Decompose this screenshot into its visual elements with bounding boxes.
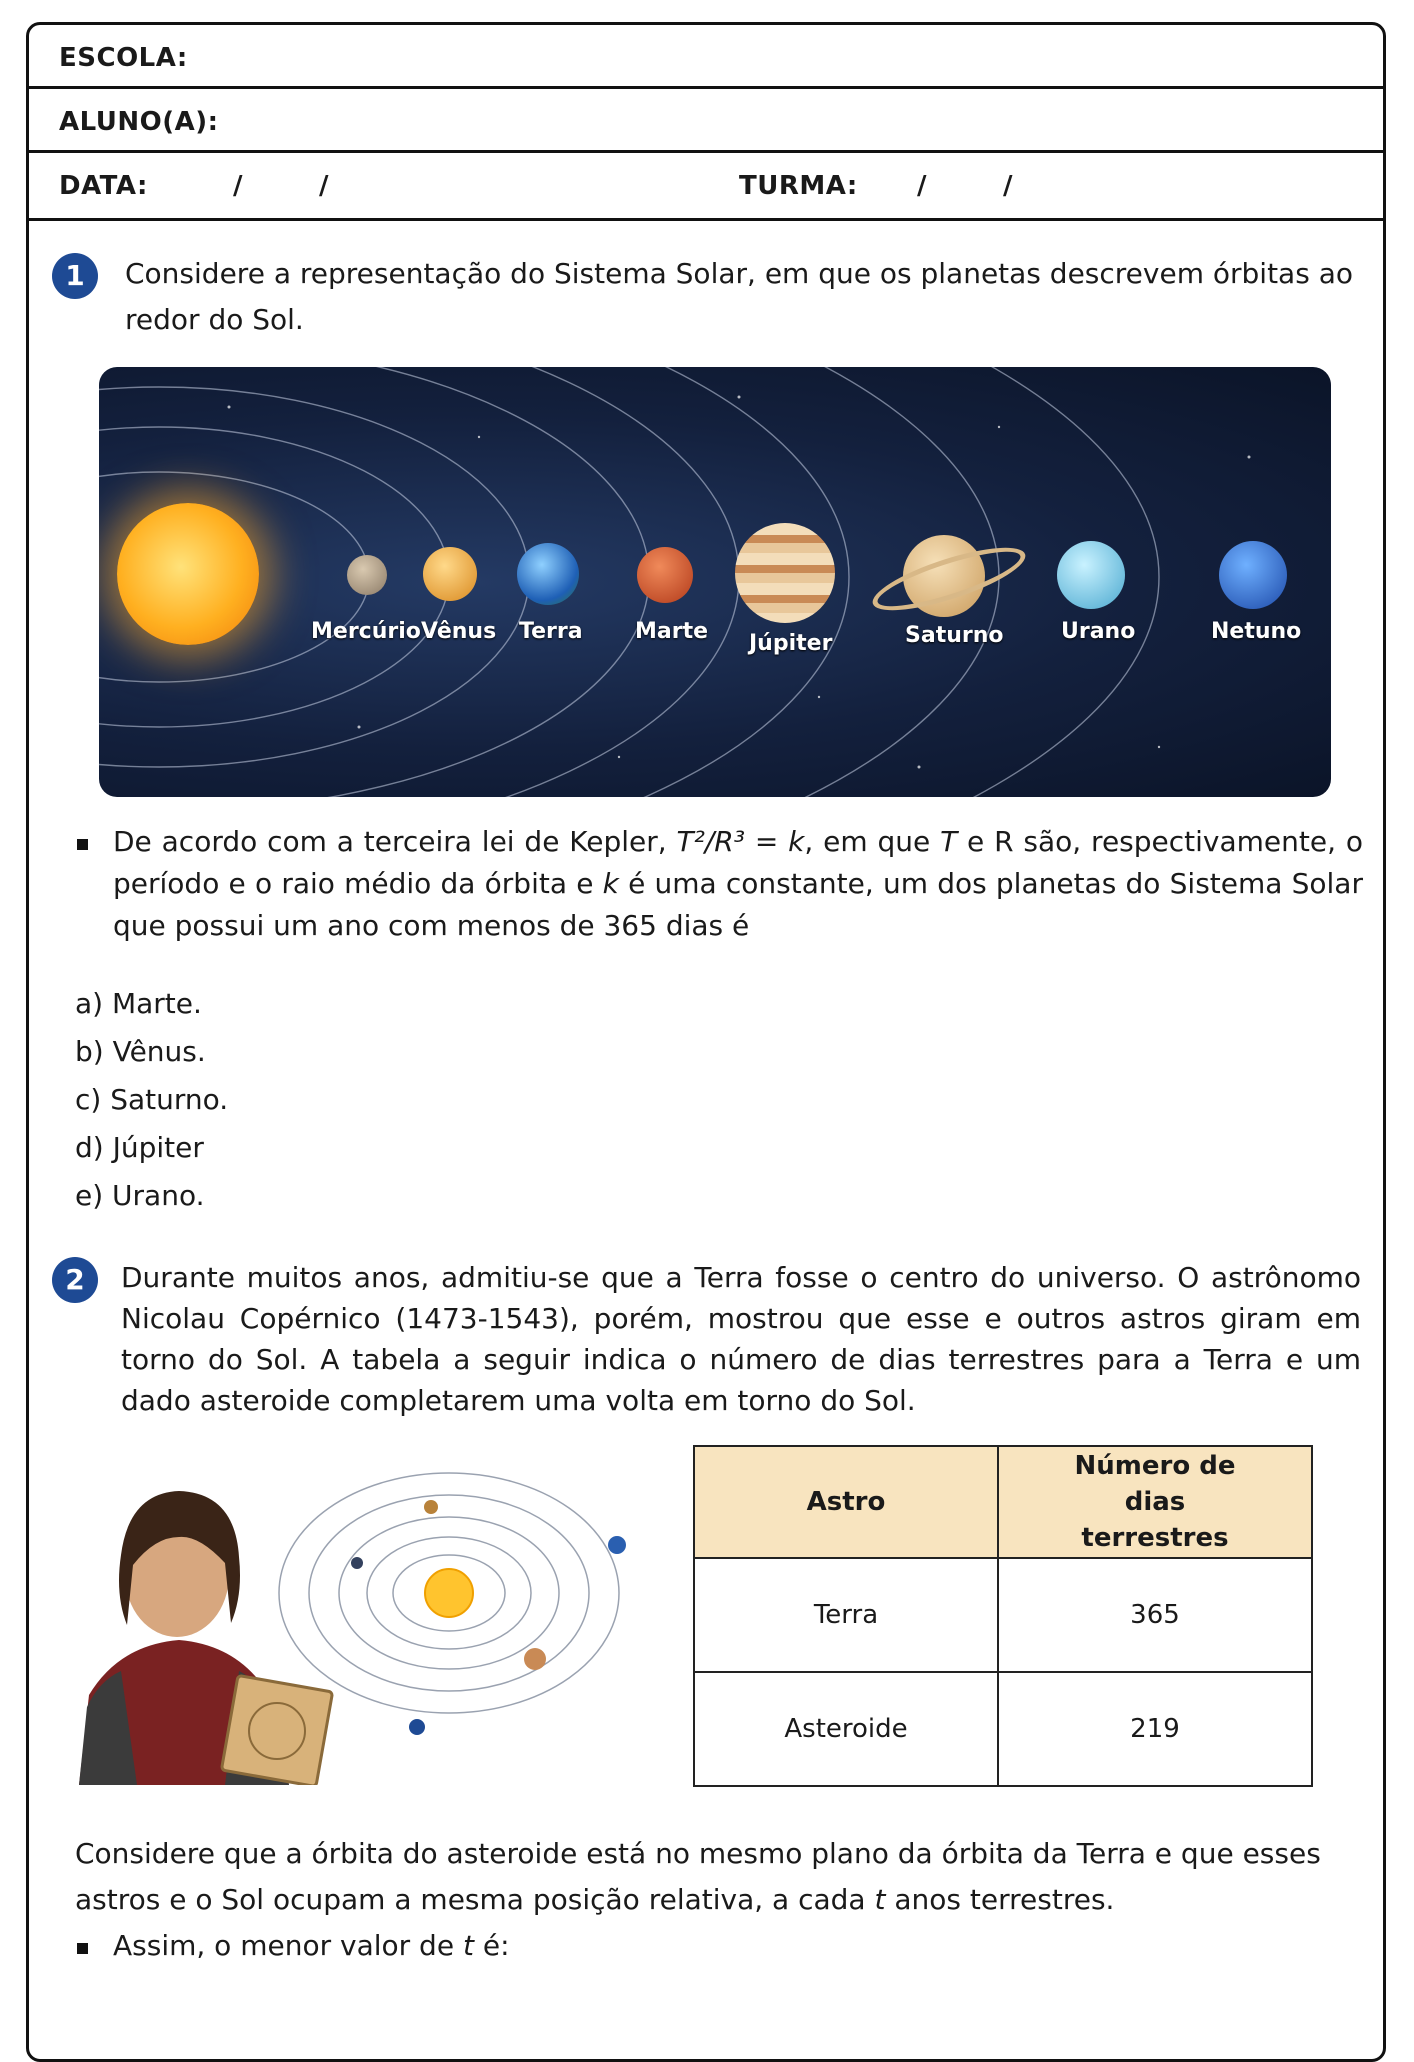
table-header-days	[998, 1446, 1312, 1558]
question-1-badge: 1	[52, 253, 98, 299]
prompt-1-text-c: e R são, respectivamente, o período e o raio médio da órbita e	[113, 825, 1363, 900]
uranus-icon	[1057, 541, 1125, 609]
question-1-prompt	[113, 821, 1363, 947]
mars-icon	[637, 547, 693, 603]
date-slash-1: /	[233, 171, 243, 201]
class-slash-2: /	[1003, 171, 1013, 201]
school-row	[29, 25, 1383, 89]
planet-label-saturn: Saturno	[905, 623, 1004, 648]
prompt-1-text-d: é uma constante, um dos planetas do Sistema Solar que possui um ano com menos de 365 dias é	[113, 867, 1363, 942]
orbit-lines	[99, 367, 1331, 797]
illustration-planet-icon-3	[351, 1557, 363, 1569]
date-slash-2: /	[319, 171, 329, 201]
table-header-days-text: Número de dias terrestres	[1074, 1451, 1236, 1553]
prompt-1-text-b: , em que	[804, 825, 941, 858]
kepler-formula: T²/R³ = k	[676, 825, 805, 858]
option-e[interactable]: e) Urano.	[75, 1179, 205, 1212]
var-T: T	[940, 825, 958, 858]
neptune-icon	[1219, 541, 1287, 609]
date-class-row	[29, 153, 1383, 221]
table-row	[694, 1558, 1312, 1672]
table-header-astro: Astro	[694, 1446, 998, 1558]
prompt-2-text-b: é:	[473, 1929, 510, 1962]
illustration-planet-icon-5	[409, 1719, 425, 1735]
planet-label-mercury: Mercúrio	[311, 619, 421, 644]
earth-icon	[517, 543, 579, 605]
illustration-planet-icon-4	[524, 1648, 546, 1670]
table-cell-astro: Terra	[694, 1558, 998, 1672]
worksheet	[26, 22, 1386, 2062]
astrolabe-book-icon	[221, 1675, 332, 1785]
table-cell-days: 365	[998, 1558, 1312, 1672]
illustration-planet-icon-2	[424, 1500, 438, 1514]
table-cell-astro: Asteroide	[694, 1672, 998, 1786]
illustration-planet-icon-1	[608, 1536, 626, 1554]
question-2-badge: 2	[52, 1257, 98, 1303]
planet-label-neptune: Netuno	[1211, 619, 1302, 644]
option-c[interactable]: c) Saturno.	[75, 1083, 229, 1116]
mercury-icon	[347, 555, 387, 595]
consider-text-a: Considere que a órbita do asteroide está no mesmo plano da órbita da Terra e que esses astros e o Sol ocupam a mesma posição relativa, a cada	[75, 1837, 1321, 1916]
copernicus-illustration	[59, 1445, 669, 1785]
table-row	[694, 1672, 1312, 1786]
question-1-intro: Considere a representação do Sistema Solar, em que os planetas descrevem órbitas ao redor do Sol.	[125, 257, 1353, 336]
date-label: DATA:	[59, 171, 148, 201]
solar-system-illustration	[99, 367, 1331, 797]
option-d[interactable]: d) Júpiter	[75, 1131, 204, 1164]
option-a[interactable]: a) Marte.	[75, 987, 202, 1020]
bullet-2	[77, 1943, 88, 1954]
planet-label-jupiter: Júpiter	[749, 631, 833, 656]
school-label: ESCOLA:	[59, 43, 188, 73]
planet-label-venus: Vênus	[421, 619, 497, 644]
planet-label-uranus: Urano	[1061, 619, 1136, 644]
table-header-row	[694, 1446, 1312, 1558]
student-row	[29, 89, 1383, 153]
table-cell-days: 219	[998, 1672, 1312, 1786]
student-label: ALUNO(A):	[59, 107, 219, 137]
question-2-prompt	[113, 1925, 510, 1967]
class-label: TURMA:	[739, 171, 858, 201]
consider-text-b: anos terrestres.	[885, 1883, 1115, 1916]
venus-icon	[423, 547, 477, 601]
orbit-days-table	[693, 1445, 1313, 1787]
bullet-1	[77, 839, 88, 850]
var-t-2: t	[462, 1929, 474, 1962]
class-slash-1: /	[917, 171, 927, 201]
planet-label-mars: Marte	[635, 619, 709, 644]
var-t: t	[874, 1883, 886, 1916]
option-b[interactable]: b) Vênus.	[75, 1035, 206, 1068]
var-k: k	[602, 867, 619, 900]
question-2-consider	[75, 1831, 1365, 1923]
jupiter-icon	[735, 523, 835, 623]
question-2-intro: Durante muitos anos, admitiu-se que a Terra fosse o centro do universo. O astrônomo Nicolau Copérnico (1473-1543), porém, mostrou que esse e outros astros giram em torno do Sol. A tabela a seguir indica o número de dias terrestres para a Terra e um dado asteroide completarem uma volta em torno do Sol.	[121, 1261, 1361, 1417]
prompt-2-text-a: Assim, o menor valor de	[113, 1929, 463, 1962]
sun-icon	[117, 503, 259, 645]
illustration-sun-icon	[425, 1569, 473, 1617]
prompt-1-text-a: De acordo com a terceira lei de Kepler,	[113, 825, 677, 858]
planet-label-earth: Terra	[519, 619, 583, 644]
